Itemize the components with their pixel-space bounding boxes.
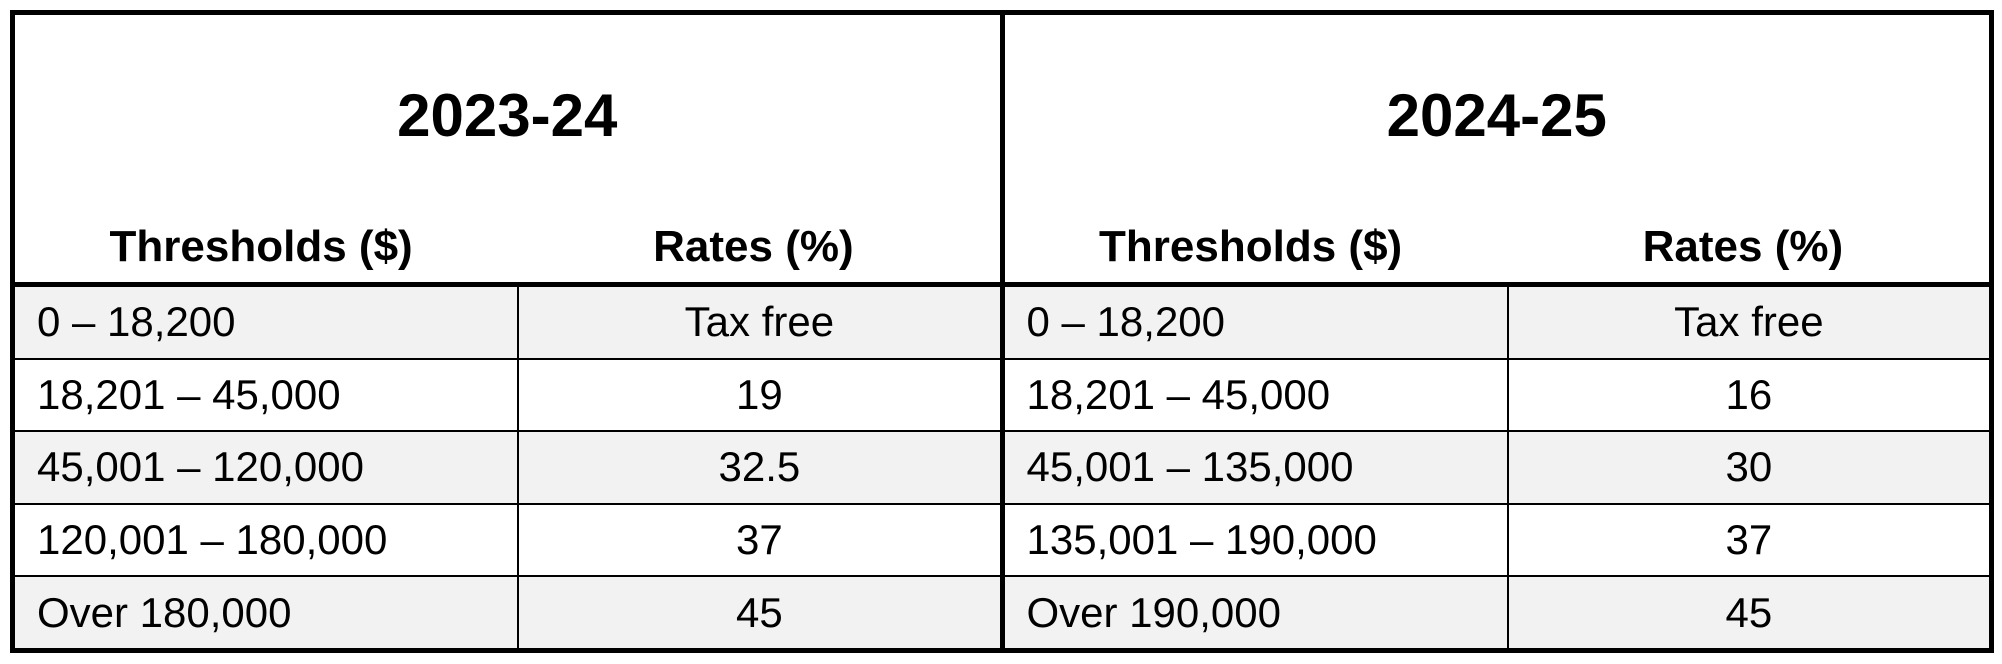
rates-column-header: Rates (%) xyxy=(653,222,854,271)
year-title: 2023-24 xyxy=(397,82,618,149)
threshold-cell: 45,001 – 120,000 xyxy=(15,432,519,503)
thresholds-column-header: Thresholds ($) xyxy=(1099,222,1403,271)
rates-column-header: Rates (%) xyxy=(1642,222,1844,271)
threshold-cell: Over 180,000 xyxy=(15,577,519,648)
rate-cell: 45 xyxy=(736,588,783,636)
table-row xyxy=(1005,575,1990,648)
column-headers xyxy=(15,221,1000,273)
threshold-cell: 120,001 – 180,000 xyxy=(15,505,519,576)
year-title: 2024-25 xyxy=(1386,82,1607,149)
column-headers xyxy=(1005,221,1990,273)
rate-cell: 37 xyxy=(736,516,783,564)
table-body xyxy=(15,287,1000,648)
rate-cell: 32.5 xyxy=(718,443,801,491)
threshold-cell: 18,201 – 45,000 xyxy=(15,360,519,431)
rate-cell: 16 xyxy=(1725,370,1773,418)
threshold-cell: 135,001 – 190,000 xyxy=(1005,505,1509,576)
threshold-cell: 18,201 – 45,000 xyxy=(1005,360,1509,431)
table-row xyxy=(15,430,1000,503)
year-panel-2024-25 xyxy=(1000,15,1990,648)
panel-header xyxy=(1005,15,1990,287)
threshold-cell: Over 190,000 xyxy=(1005,577,1509,648)
table-row xyxy=(15,358,1000,431)
thresholds-column-header: Thresholds ($) xyxy=(109,222,413,271)
threshold-cell: 45,001 – 135,000 xyxy=(1005,432,1509,503)
rate-cell: 30 xyxy=(1725,443,1773,491)
rate-cell: 37 xyxy=(1725,516,1773,564)
table-row xyxy=(1005,503,1990,576)
table-row xyxy=(1005,287,1990,358)
threshold-cell: 0 – 18,200 xyxy=(15,287,519,358)
panel-header xyxy=(15,15,1000,287)
rate-cell: 19 xyxy=(736,370,783,418)
year-panel-2023-24 xyxy=(15,15,1000,648)
table-row xyxy=(1005,430,1990,503)
table-row xyxy=(15,287,1000,358)
rate-cell: Tax free xyxy=(684,298,835,346)
table-body xyxy=(1005,287,1990,648)
threshold-cell: 0 – 18,200 xyxy=(1005,287,1509,358)
table-row xyxy=(1005,358,1990,431)
table-row xyxy=(15,503,1000,576)
rate-cell: Tax free xyxy=(1674,298,1824,346)
rate-cell: 45 xyxy=(1725,588,1773,636)
tax-rates-comparison-table xyxy=(10,10,1994,653)
table-row xyxy=(15,575,1000,648)
